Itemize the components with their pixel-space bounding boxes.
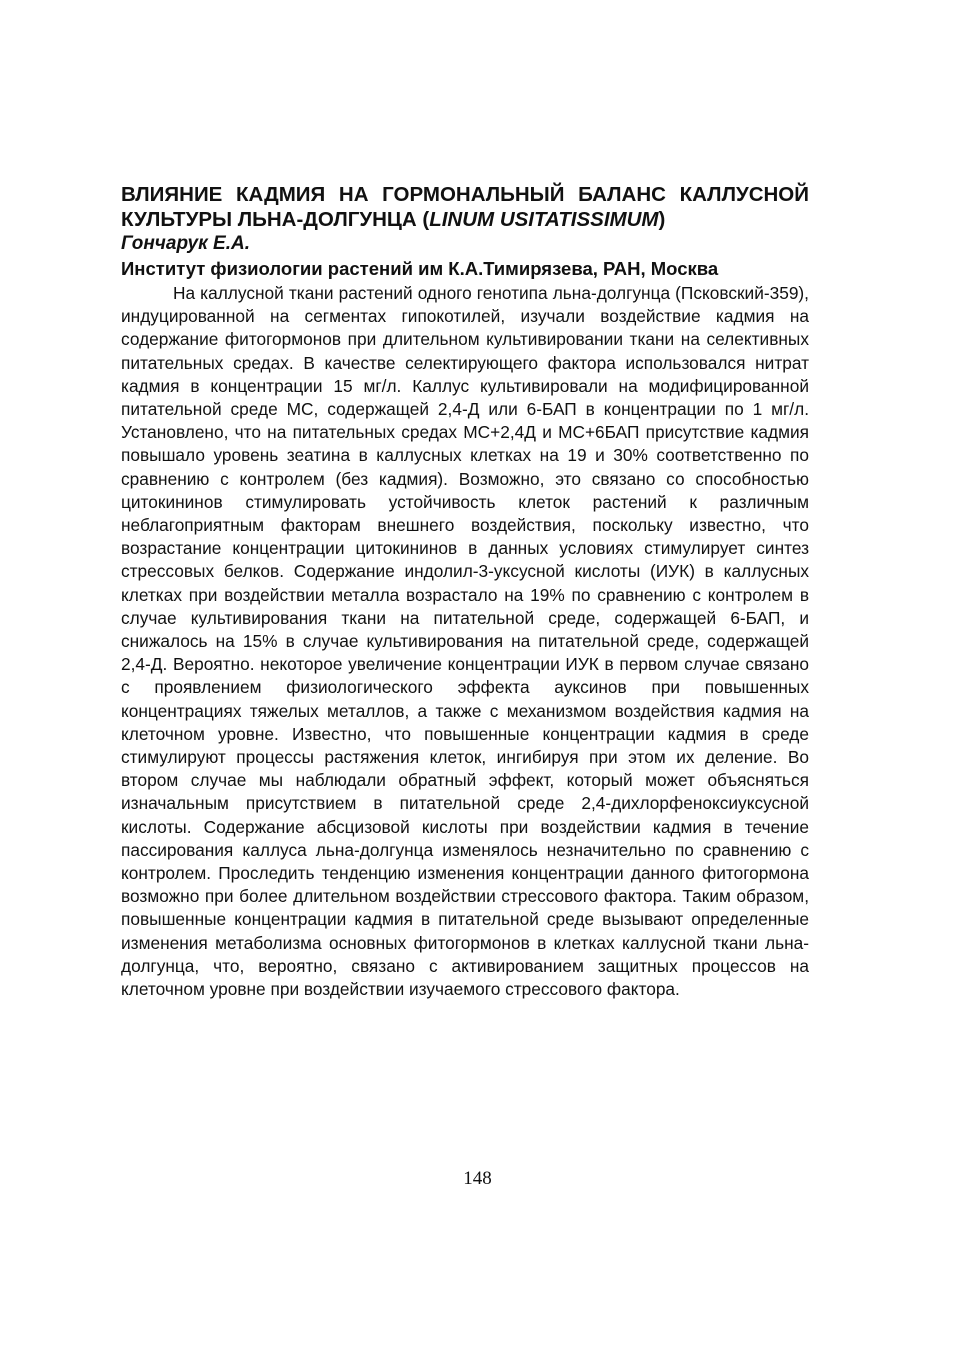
title-latin-name: LINUM USITATISSIMUM — [429, 208, 659, 231]
title-end: ) — [658, 208, 666, 231]
affiliation: Институт физиологии растений им К.А.Тимирязева, РАН, Москва — [121, 258, 719, 279]
author-name: Гончарук Е.А. — [121, 233, 250, 254]
article-body: На каллусной ткани растений одного генотипа льна-долгунца (Псковский-359), индуцированной на сегментах гипокотилей, изучали воздействие кадмия на содержание фитогормонов при длительном культивировании ткани на селективных питательных средах. В качестве селектирующего фактора использовался нитрат кадмия в концентрации 15 мг/л. Каллус культивировали на модифицированной питательной среде МС, содержащей 2,4-Д или 6-БАП в концентрации по 1 мг/л. Установлено, что на питательных средах МС+2,4Д и МС+6БАП присутствие кадмия повышало уровень зеатина в каллусных клетках на 19 и 30% соответственно по сравнению с контролем (без кадмия). Возможно, это связано со способностью цитокининов стимулировать устойчивость клеток растений к различным неблагоприятным факторам внешнего воздействия, поскольку известно, что возрастание концентрации цитокининов в данных условиях стимулирует синтез стрессовых белков. Содержание индолил-3-уксусной кислоты (ИУК) в каллусных клетках при воздействии металла возрастало на 19% по сравнению с контролем в случае культивирования ткани на питательной среде, содержащей 6-БАП, и снижалось на 15% в случае культивирования на питательной среде, содержащей 2,4-Д. Вероятно. некоторое увеличение концентрации ИУК в первом случае связано с проявлением физиологического эффекта ауксинов при повышенных концентрациях тяжелых металлов, а также с механизмом воздействия кадмия на клеточном уровне. Известно, что повышенные концентрации кадмия в среде стимулируют процессы растяжения клеток, ингибируя при этом их деление. Во втором случае мы наблюдали обратный эффект, который может объясняться изначальным присутствием в питательной среде 2,4-дихлорфеноксиуксусной кислоты. Содержание абсцизовой кислоты при воздействии кадмия в течение пассирования каллуса льна-долгунца изменялось незначительно по сравнению с контролем. Проследить тенденцию изменения концентрации данного фитогормона возможно при более длительном воздействии стрессового фактора. Таким образом, повышенные концентрации кадмия в питательной среде вызывают определенные изменения метаболизма основных фитогормонов в клетках каллусной ткани льна-долгунца, что, вероятно, связано с активированием защитных процессов на клеточном уровне при воздействии изучаемого стрессового фактора. — [121, 283, 809, 1000]
page-number: 148 — [463, 1168, 492, 1189]
title-main: ВЛИЯНИЕ КАДМИЯ НА ГОРМОНАЛЬНЫЙ БАЛАНС КАЛЛУСНОЙ КУЛЬТУРЫ ЛЬНА-ДОЛГУНЦА ( — [121, 183, 809, 231]
article — [121, 182, 809, 1001]
article-title — [121, 182, 809, 232]
